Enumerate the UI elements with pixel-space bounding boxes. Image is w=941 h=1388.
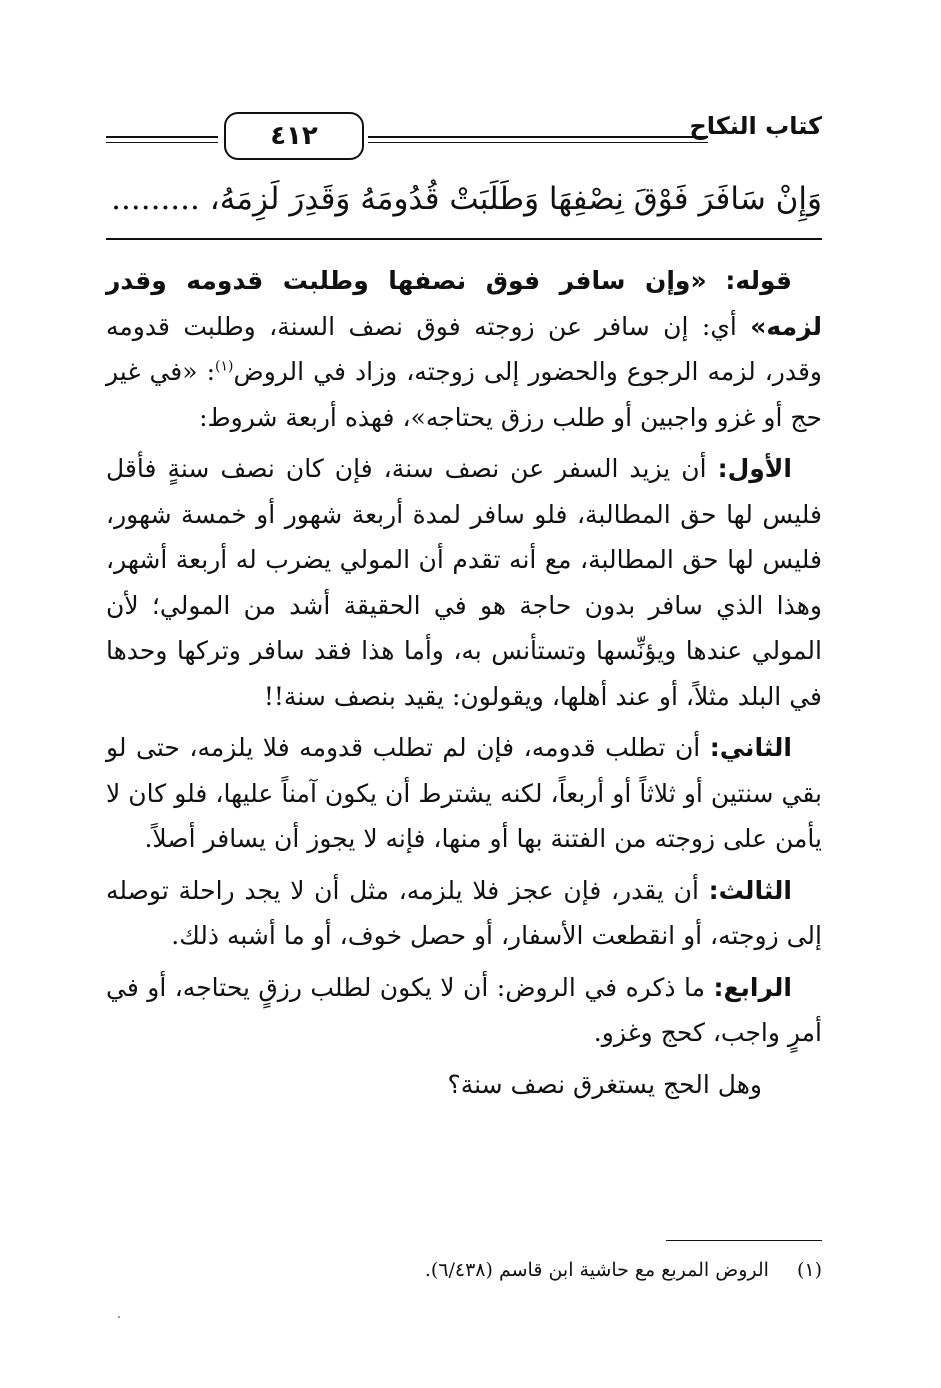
footnote-text: الروض المربع مع حاشية ابن قاسم (٦/٤٣٨). [424,1259,769,1281]
header-rule-left-thin [106,142,218,143]
closing-question: وهل الحج يستغرق نصف سنة؟ [447,1069,762,1099]
first-condition-text: أن يزيد السفر عن نصف سنة، فإن كان نصف سنةٍ فأقل فليس لها حق المطالبة، فلو سافر لمدة أربعة شهور أو خمسة شهور، فليس لها حق المطالبة، مع أنه تقدم أن المولي يضرب له أربعة أشهر، وهذا الذي سافر بدون حاجة هو في الحقيقة أشد من المولي؛ لأن المولي عندها ويؤنِّسها وتستأنس به، وأما هذا فقد سافر وتركها وحدها في البلد مثلاً، أو عند أهلها، ويقولون: يقيد بنصف سنة!! [106,454,822,711]
paragraph-fourth-condition [106,965,822,1056]
footnote-separator [666,1240,822,1241]
header-rule-left [106,136,218,138]
footnote-reference: (١) [215,358,234,375]
book-title: كتاب النكاح [689,112,822,140]
second-condition-text: أن تطلب قدومه، فإن لم تطلب قدومه فلا يلزمه، حتى لو بقي سنتين أو ثلاثاً أو أربعاً، لكنه يشترط أن يكون آمناً عليها، فلو كان لا يأمن على زوجته من الفتنة بها أو منها، فإنه لا يجوز أن يسافر أصلاً. [106,733,822,853]
keyword-first: الأول: [717,454,792,483]
paragraph-third-condition [106,868,822,959]
running-header [106,108,822,164]
paragraph-1-text-b: : «في غير حج أو غزو واجبين أو طلب رزق يحتاجه»، فهذه أربعة شروط: [106,357,822,432]
third-condition-text: أن يقدر، فإن عجز فلا يلزمه، مثل أن لا يجد راحلة توصله إلى زوجته، أو انقطعت الأسفار، أو حصل خوف، أو ما أشبه ذلك. [106,875,822,950]
header-rule-right-thin [368,142,708,143]
matn-separator [106,238,822,240]
matn-line: وَإِنْ سَافَرَ فَوْقَ نِصْفِهَا وَطَلَبَتْ قُدُومَهُ وَقَدِرَ لَزِمَهُ، ......... [111,181,822,217]
page-number: ٤١٢ [224,112,364,160]
keyword-fourth: الرابع: [713,972,792,1002]
commentary-body [106,258,822,1113]
keyword-second: الثاني: [709,733,792,762]
footnote-number: (١) [796,1259,822,1281]
matn-quote: «وإن سافر فوق نصفها وطلبت قدومه وقدر لزمه» [106,266,823,341]
keyword-qawluhu: قوله: [725,266,792,295]
paragraph-second-condition [106,725,822,862]
scan-speck [118,1316,120,1318]
header-rule-right [368,136,708,138]
paragraph-1 [106,258,822,440]
paragraph-1-text-a: أي: إن سافر عن زوجته فوق نصف السنة، وطلبت قدومه وقدر، لزمه الرجوع والحضور إلى زوجته، وزاد في الروض [106,311,823,386]
keyword-third: الثالث: [708,875,792,905]
fourth-condition-text: ما ذكره في الروض: أن لا يكون لطلب رزقٍ يحتاجه، أو في أمرٍ واجب، كحج وغزو. [106,972,822,1047]
paragraph-first-condition [106,446,822,719]
footnote [106,1252,822,1288]
